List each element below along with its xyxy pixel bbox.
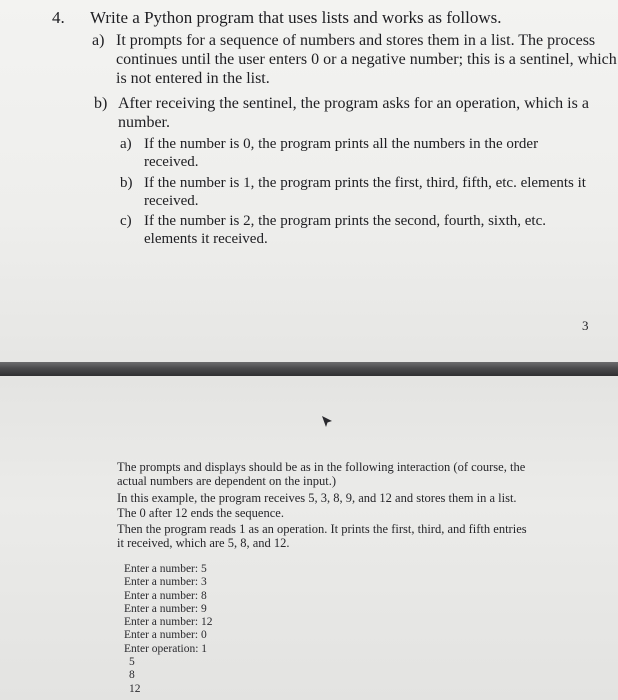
sub-item-b xyxy=(120,174,600,212)
sub-item-b-line-2: received. xyxy=(144,193,199,209)
interaction-line: Enter operation: 1 xyxy=(124,642,208,655)
interaction-line: Enter a number: 3 xyxy=(124,576,207,589)
interaction-line: Enter a number: 5 xyxy=(124,563,207,575)
sub-item-b-label: b) xyxy=(120,175,133,191)
explanation-line-1: The prompts and displays should be as in the following interaction (of course, the xyxy=(117,460,526,474)
interaction-line: Enter a number: 12 xyxy=(124,616,213,629)
explanation-line-4: The 0 after 12 ends the sequence. xyxy=(117,506,284,520)
question-number: 4. xyxy=(52,8,65,27)
question-title: Write a Python program that uses lists and works as follows. xyxy=(90,8,502,27)
page-gap xyxy=(0,362,618,376)
sub-item-a-line-2: received. xyxy=(144,154,199,170)
sub-item-a-line-1: If the number is 0, the program prints all the numbers in the order xyxy=(144,136,539,152)
part-a-line-2: continues until the user enters 0 or a negative number; this is a sentinel, which xyxy=(116,51,617,68)
explanation-line-3: In this example, the program receives 5, 3, 8, 9, and 12 and stores them in a list. xyxy=(117,491,517,505)
sub-item-a xyxy=(120,135,600,173)
part-b-line-2: number. xyxy=(118,114,170,131)
explanation-line-6: it received, which are 5, 8, and 12. xyxy=(117,536,290,550)
lower-page xyxy=(0,376,618,700)
part-b xyxy=(94,94,594,134)
part-a-line-3: is not entered in the list. xyxy=(116,70,270,87)
part-a xyxy=(92,31,617,91)
explanation-line-2: actual numbers are dependent on the input.) xyxy=(117,474,337,488)
sub-item-c-label: c) xyxy=(120,213,132,229)
mouse-cursor-icon xyxy=(320,415,334,429)
interaction-line: Enter a number: 8 xyxy=(124,589,207,602)
part-a-line-1: It prompts for a sequence of numbers and stores them in a list. The process xyxy=(116,32,596,49)
interaction-line: 5 xyxy=(129,656,135,669)
sample-interaction xyxy=(124,563,212,696)
sub-item-c-line-1: If the number is 2, the program prints the second, fourth, sixth, etc. xyxy=(144,213,546,229)
sub-item-b-line-1: If the number is 1, the program prints the first, third, fifth, etc. elements it xyxy=(144,175,586,191)
part-b-label: b) xyxy=(94,95,108,112)
sub-item-c-line-2: elements it received. xyxy=(144,231,268,247)
sub-item-c xyxy=(120,212,600,250)
interaction-line: Enter a number: 0 xyxy=(124,629,207,642)
sub-item-a-label: a) xyxy=(120,136,132,152)
interaction-line: 12 xyxy=(129,682,141,695)
interaction-line: Enter a number: 9 xyxy=(124,602,207,615)
part-b-line-1: After receiving the sentinel, the program asks for an operation, which is a xyxy=(118,95,589,112)
part-a-label: a) xyxy=(92,32,105,49)
interaction-line: 8 xyxy=(129,669,135,682)
page-number: 3 xyxy=(582,318,589,333)
explanation-line-5: Then the program reads 1 as an operation. It prints the first, third, and fifth entries xyxy=(117,522,527,536)
